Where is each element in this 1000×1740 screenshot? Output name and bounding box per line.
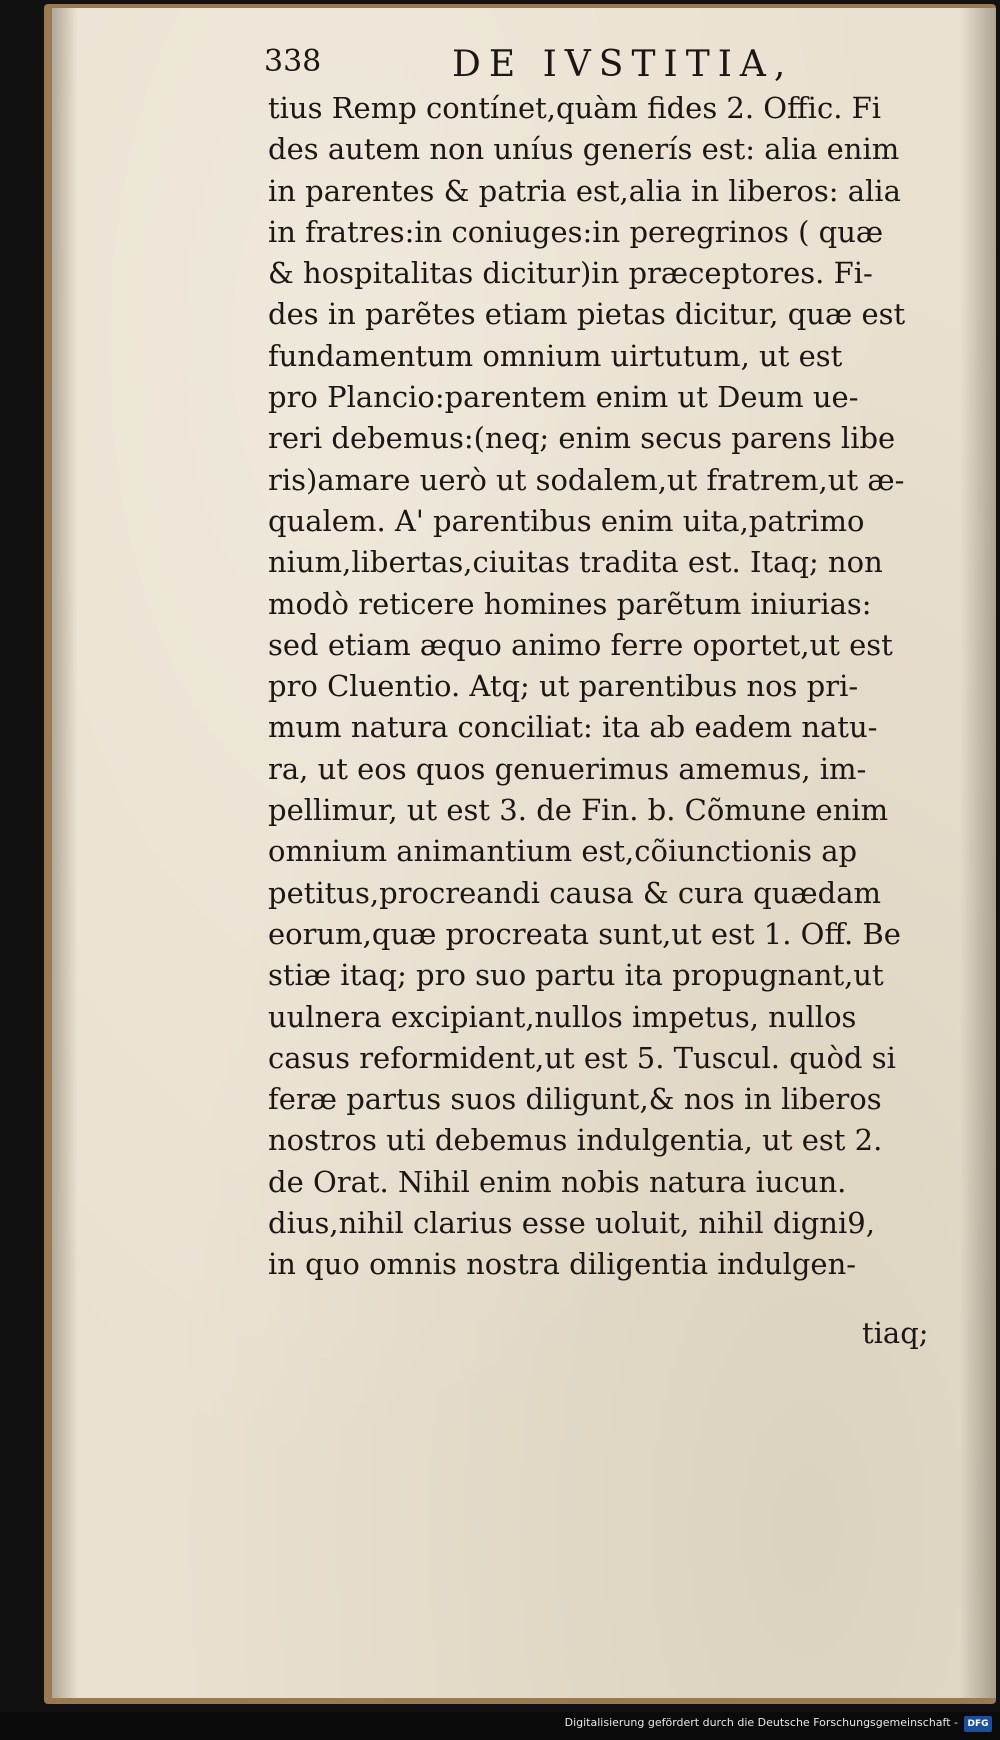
text-line: pro Plancio:parentem enim ut Deum ue-	[268, 380, 859, 415]
text-line: reri debemus:(neq; enim secus parens libe	[268, 421, 896, 456]
text-line: sed etiam æquo animo ferre oportet,ut est	[268, 627, 893, 662]
text-line: pellimur, ut est 3. de Fin. b. Cõmune enim	[268, 793, 889, 828]
page-number: 338	[264, 44, 322, 79]
text-line: petitus,procreandi causa & cura quædam	[268, 875, 882, 910]
text-line: uulnera excipiant,nullos impetus, nullos	[268, 999, 857, 1034]
text-line: stiæ itaq; pro suo partu ita propugnant,ut	[268, 958, 884, 993]
footer-credit: Digitalisierung gefördert durch die Deutsche Forschungsgemeinschaft -	[564, 1716, 958, 1729]
gutter-shadow	[52, 8, 78, 1698]
text-line: fundamentum omnium uirtutum, ut est	[268, 338, 843, 373]
text-line: in fratres:in coniuges:in peregrinos ( quæ	[268, 214, 884, 249]
catchword: tiaq;	[862, 1316, 929, 1350]
text-line: des autem non uníus generís est: alia enim	[268, 132, 900, 167]
text-line: ris)amare uerò ut sodalem,ut fratrem,ut æ-	[268, 462, 905, 497]
body-text	[268, 88, 958, 1286]
dfg-logo: DFG	[964, 1716, 992, 1732]
text-line: & hospitalitas dicitur)in præceptores. Fi-	[268, 256, 873, 291]
text-line: nium,libertas,ciuitas tradita est. Itaq; non	[268, 545, 883, 580]
text-line: tius Remp contínet,quàm fides 2. Offic. Fi	[268, 91, 882, 125]
text-line: de Orat. Nihil enim nobis natura iucun.	[268, 1164, 847, 1199]
text-line: eorum,quæ procreata sunt,ut est 1. Off. Be	[268, 916, 901, 951]
text-line: in quo omnis nostra diligentia indulgen-	[268, 1247, 857, 1282]
text-line: qualem. A' parentibus enim uita,patrimo	[268, 503, 865, 538]
text-line: casus reformident,ut est 5. Tuscul. quòd si	[268, 1040, 896, 1075]
text-line: feræ partus suos diligunt,& nos in liberos	[268, 1082, 882, 1117]
text-line: ra, ut eos quos genuerimus amemus, im-	[268, 751, 867, 786]
text-line: dius,nihil clarius esse uoluit, nihil digni9,	[268, 1206, 875, 1241]
page-edge-shadow	[960, 8, 996, 1698]
text-line: pro Cluentio. Atq; ut parentibus nos pri-	[268, 669, 859, 704]
text-line: modò reticere homines parẽtum iniurias:	[268, 586, 872, 621]
running-head: DE IVSTITIA,	[452, 44, 794, 85]
text-line: nostros uti debemus indulgentia, ut est 2.	[268, 1123, 883, 1158]
text-line: des in parẽtes etiam pietas dicitur, quæ est	[268, 297, 906, 332]
text-line: in parentes & patria est,alia in liberos: alia	[268, 173, 901, 208]
text-line: mum natura conciliat: ita ab eadem natu-	[268, 710, 878, 745]
text-line: omnium animantium est,cõiunctionis ap	[268, 834, 858, 869]
